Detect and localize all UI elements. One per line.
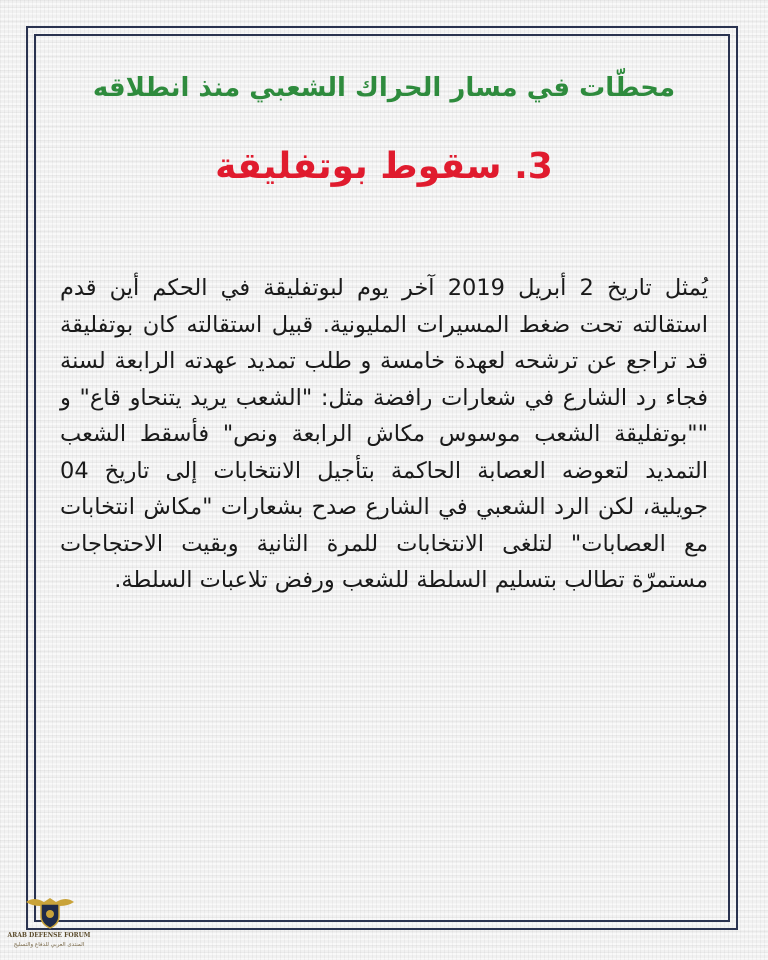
watermark-name: ARAB DEFENSE FORUM bbox=[7, 932, 91, 939]
article-body: يُمثل تاريخ 2 أبريل 2019 آخر يوم لبوتفليقة في الحكم أين قدم استقالته تحت ضغط المسيرات المليونية. قبيل استقالته كان بوتفليقة قد تراجع عن ترشحه لعهدة خامسة و طلب تمديد عهدته الرابعة لسنة فجاء رد الشارع في شعارات رافضة مثل: "الشعب يريد يتنحاو قاع" و ""بوتفليقة الشعب موسوس مكاش الرابعة ونص" فأسقط الشعب التمديد لتعوضه العصابة الحاكمة بتأجيل الانتخابات إلى تاريخ 04 جويلية، لكن الرد الشعبي في الشارع صدح بشعارات "مكاش انتخابات مع العصابات" لتلغى الانتخابات للمرة الثانية وبقيت الاحتجاجات مستمرّة تطالب بتسليم السلطة للشعب ورفض تلاعبات السلطة. bbox=[60, 275, 708, 593]
article-title: 3. سقوط بوتفليقة bbox=[215, 146, 553, 187]
series-title: محطّات في مسار الحراك الشعبي منذ انطلاقه bbox=[92, 73, 676, 103]
watermark-logo bbox=[4, 888, 94, 958]
watermark-subtitle: المنتدى العربي للدفاع والتسليح bbox=[13, 942, 85, 948]
eagle-shield-icon bbox=[24, 888, 76, 930]
